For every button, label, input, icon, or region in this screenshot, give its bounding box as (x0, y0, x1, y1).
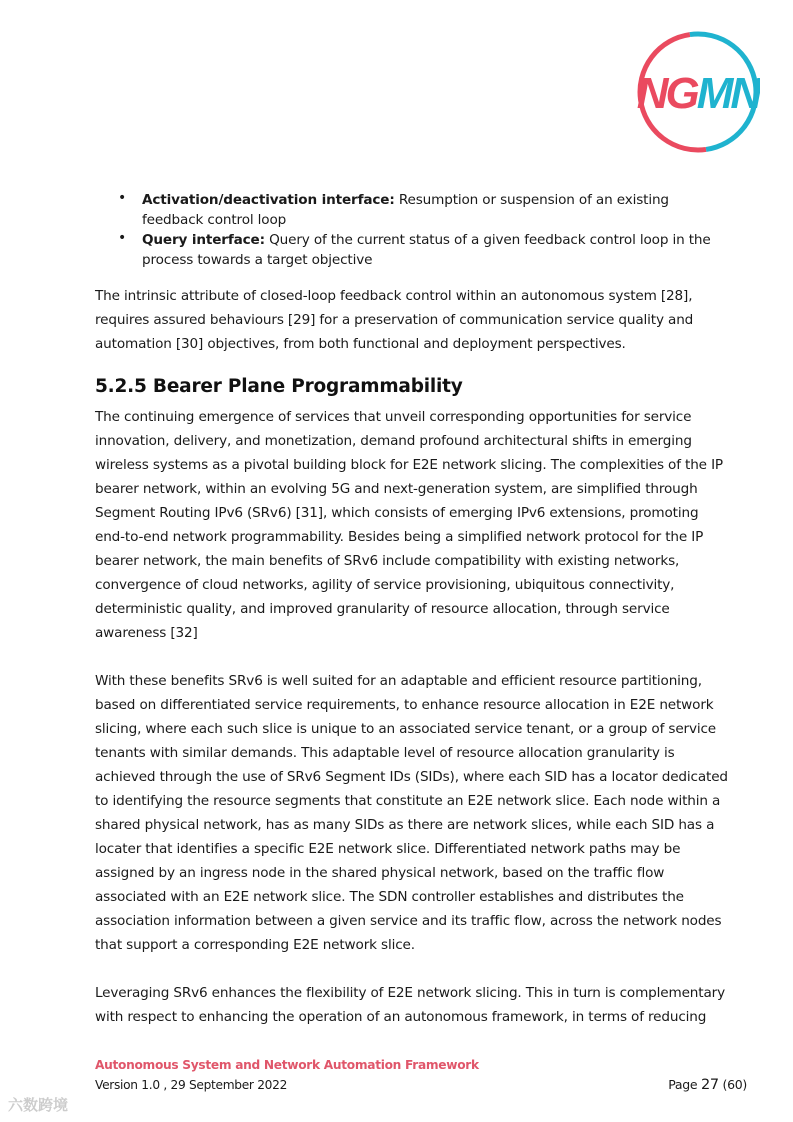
text-line: Leveraging SRv6 enhances the flexibility of E2E network slicing. This in turn is complementary (95, 985, 725, 1001)
footer-title: Autonomous System and Network Automation Framework (95, 1058, 479, 1072)
text-line: With these benefits SRv6 is well suited for an adaptable and efficient resource partitioning, (95, 673, 702, 689)
text-line: bearer network, the main benefits of SRv6 include compatibility with existing networks, (95, 553, 680, 569)
text-line: associated with an E2E network slice. The SDN controller establishes and distributes the (95, 889, 684, 905)
text-line: The intrinsic attribute of closed-loop feedback control within an autonomous system [28], (95, 288, 693, 304)
text-line: to identifying the resource segments that constitute an E2E network slice. Each node within a (95, 793, 721, 809)
bullet-text: process towards a target objective (142, 252, 373, 268)
text-line: end-to-end network programmability. Besides being a simplified network protocol for the IP (95, 529, 704, 545)
bullet-term: Activation/deactivation interface: (142, 192, 395, 208)
text-line: shared physical network, has as many SIDs as there are network slices, while each SID has a (95, 817, 715, 833)
svg-text:NGMN: NGMN (636, 69, 760, 118)
text-line: locater that identifies a specific E2E network slice. Differentiated network paths may be (95, 841, 681, 857)
section-heading: 5.2.5 Bearer Plane Programmability (95, 376, 463, 397)
bullet-text: Query of the current status of a given feedback control loop in the (264, 232, 711, 248)
text-line: based on differentiated service requirements, to enhance resource allocation in E2E network (95, 697, 714, 713)
text-line: automation [30] objectives, from both functional and deployment perspectives. (95, 336, 626, 352)
bullet-text: feedback control loop (142, 212, 287, 228)
bullet-text: Resumption or suspension of an existing (394, 192, 669, 208)
text-line: wireless systems as a pivotal building block for E2E network slicing. The complexities of the IP (95, 457, 723, 473)
text-line: deterministic quality, and improved granularity of resource allocation, through service (95, 601, 670, 617)
text-line: convergence of cloud networks, agility of service provisioning, ubiquitous connectivity, (95, 577, 675, 593)
text-line: bearer network, within an evolving 5G and next-generation system, are simplified through (95, 481, 698, 497)
text-line: The continuing emergence of services that unveil corresponding opportunities for service (95, 409, 692, 425)
text-line: achieved through the use of SRv6 Segment IDs (SIDs), where each SID has a locator dedicated (95, 769, 728, 785)
page-total: (60) (718, 1077, 747, 1092)
bullet-term: Query interface: (142, 232, 265, 248)
text-line: with respect to enhancing the operation of an autonomous framework, in terms of reducing (95, 1009, 707, 1025)
text-line: innovation, delivery, and monetization, demand profound architectural shifts in emerging (95, 433, 692, 449)
bullet-icon: • (118, 190, 127, 206)
text-line: Segment Routing IPv6 (SRv6) [31], which consists of emerging IPv6 extensions, promoting (95, 505, 699, 521)
bullet-item (142, 191, 669, 209)
text-line: slicing, where each such slice is unique to an associated service tenant, or a group of service (95, 721, 717, 737)
bullet-icon: • (118, 230, 127, 246)
text-line: association information between a given service and its traffic flow, across the network nodes (95, 913, 722, 929)
ngmn-logo (636, 30, 760, 154)
page-number: 27 (701, 1077, 719, 1093)
text-line: that support a corresponding E2E network slice. (95, 937, 415, 953)
watermark: 六数跨境 (8, 1096, 69, 1114)
text-line: requires assured behaviours [29] for a preservation of communication service quality and (95, 312, 694, 328)
text-line: tenants with similar demands. This adaptable level of resource allocation granularity is (95, 745, 675, 761)
text-line: assigned by an ingress node in the shared physical network, based on the traffic flow (95, 865, 665, 881)
page-label: Page (668, 1077, 701, 1092)
footer-version: Version 1.0 , 29 September 2022 (95, 1078, 288, 1092)
bullet-item (142, 231, 711, 249)
footer-page-number (668, 1077, 747, 1093)
text-line: awareness [32] (95, 625, 198, 641)
